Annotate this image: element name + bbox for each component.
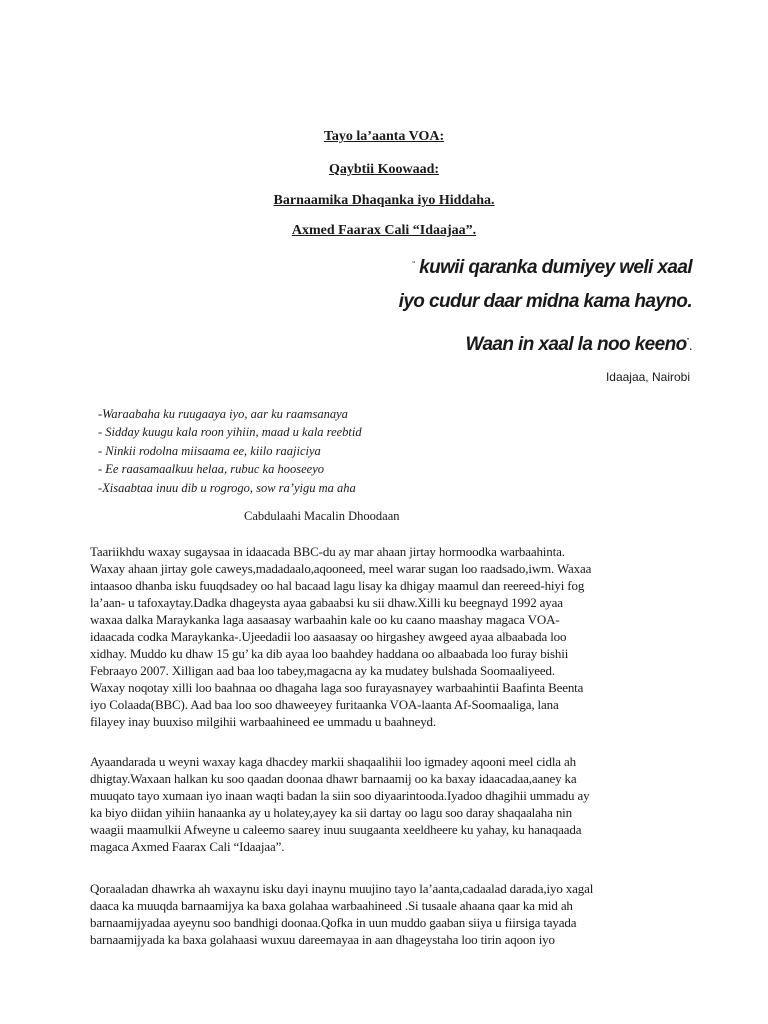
text-line: ka biyo diidan yihiin hanaanka ay u holatey,ayey ka sii dartay oo lagu soo daray shaqaalaha nin (90, 805, 572, 820)
paragraph-3 (90, 880, 690, 948)
text-line: idaacada codka Maraykanka-.Ujeedadii loo aasaasay oo hirgashey awgeed ayaa albaabada loo (90, 629, 567, 644)
text-line: waxaa dalka Maraykanka laga aasaasay warbaahin kale oo ku caano maashay magaca VOA- (90, 612, 560, 627)
quote-close-mark: ” (686, 337, 689, 346)
text-line: Waxay noqotay xilli loo baahnaa oo dhagaha laga soo furayasnayey warbaahintii Baafinta Beenta (90, 680, 584, 695)
poem-line: - Ee raasamaalkuu helaa, rubuc ka hooseeyo (98, 462, 324, 477)
text-line: filayey inay buuxiso milgihii warbaahineed ee ummadu u baahneyd. (90, 714, 436, 729)
title-heading: Tayo la’aanta VOA: (323, 129, 445, 144)
text-line: muuqato tayo xumaan iyo inaan waqti badan la siin soo diyaarintooda.Iyadoo dhagihii ummadu ay (90, 788, 590, 803)
text-line: barnaamijyada ka baxa golahaasi wuxuu dareemayaa in aan dhageystaha loo tirin aqoon iyo (90, 932, 555, 947)
quote-text: iyo cudur daar midna kama hayno. (398, 291, 692, 312)
text-line: Taariikhdu waxay sugaysaa in idaacada BBC-du ay mar ahaan jirtay hormoodka warbaahinta. (90, 544, 565, 559)
quote-attribution: Idaajaa, Nairobi (605, 370, 690, 384)
text-line: Febraayo 2007. Xilligan aad baa loo tabey,magacna ay ka mudatey bulshada Soomaaliyeed. (90, 663, 555, 678)
text-line: xidhay. Muddo ku dhaw 15 gu’ ka dib ayaa loo baahdey haddana oo albaabada loo furay bishii (90, 646, 569, 661)
text-line: Waxay ahaan jirtay gole caweys,madadaalo,aqooneed, meel warar sugan loo raadsado,iwm. Waxaa (90, 561, 592, 576)
text-line: dhigtay.Waxaan halkan ku soo qaadan doonaa dhawr barnaamij oo ka baxay idaacadaa,aaney ka (90, 771, 577, 786)
poem-line: -Waraabaha ku ruugaaya iyo, aar ku raamsanaya (98, 407, 348, 421)
text-line: iyo Colaada(BBC). Aad baa loo soo dhaweeyey furitaanka VOA-laanta Af-Soomaaliga, lana (90, 697, 559, 712)
part-heading: Qaybtii Koowaad: (328, 162, 440, 177)
paragraph-2 (90, 753, 690, 855)
poem-line: - Sidday kuugu kala roon yihiin, maad u kala reebtid (98, 425, 362, 440)
quote-text: Waan in xaal la noo keeno (465, 334, 687, 355)
poem-author: Cabdulaahi Macalin Dhoodaan (244, 509, 400, 523)
quote-text: kuwii qaranka dumiyey weli xaal (419, 257, 692, 278)
author-heading: Axmed Faarax Cali “Idaajaa”. (291, 223, 477, 238)
quote-open-mark: “ (412, 260, 415, 269)
text-line: magaca Axmed Faarax Cali “Idaajaa”. (90, 839, 285, 854)
quote-line-3 (465, 330, 692, 357)
paragraph-1 (90, 543, 690, 730)
quote-line-1 (412, 253, 692, 280)
text-line: daaca ka muuqda barnaamijya ka baxa golahaa warbaahineed .Si tusaale ahaana qaar ka mid ah (90, 898, 573, 913)
text-line: Qoraaladan dhawrka ah waxaynu isku dayi inaynu muujino tayo la’aanta,cadaalad darada,iyo xagal (90, 881, 594, 896)
text-line: barnaamijyadaa ayeynu soo bandhigi doonaa.Qofka in uun muddo gaaban siiya u fiirsiga tayada (90, 915, 577, 930)
quote-end-punct: . (688, 337, 692, 353)
poem-line: - Ninkii rodolna miisaama ee, kiilo raajiciya (98, 443, 321, 458)
program-heading: Barnaamika Dhaqanka iyo Hiddaha. (273, 193, 495, 208)
quote-line-2 (399, 290, 692, 314)
text-line: la’aan- u tafoxaytay.Dadka dhageysta ayaa gabaabsi ku sii dhaw.Xilli ku beegnayd 1992 ayaa (90, 595, 563, 610)
text-line: Ayaandarada u weyni waxay kaga dhacdey markii shaqaalihii loo igmadey aqooni meel cidla ah (90, 754, 576, 769)
poem (98, 405, 362, 497)
text-line: waagii maamulkii Afweyne u caleemo saarey inuu suugaanta xeeldheere ku yahay, ku hanaqaada (90, 822, 582, 837)
text-line: intaasoo dhanba isku fuuqdsadey oo hal bacaad lagu lisay ka dhigay maamul dan reereed-hiyi fog (90, 578, 585, 593)
poem-line: -Xisaabtaa inuu dib u rogrogo, sow ra’yigu ma aha (98, 480, 356, 495)
